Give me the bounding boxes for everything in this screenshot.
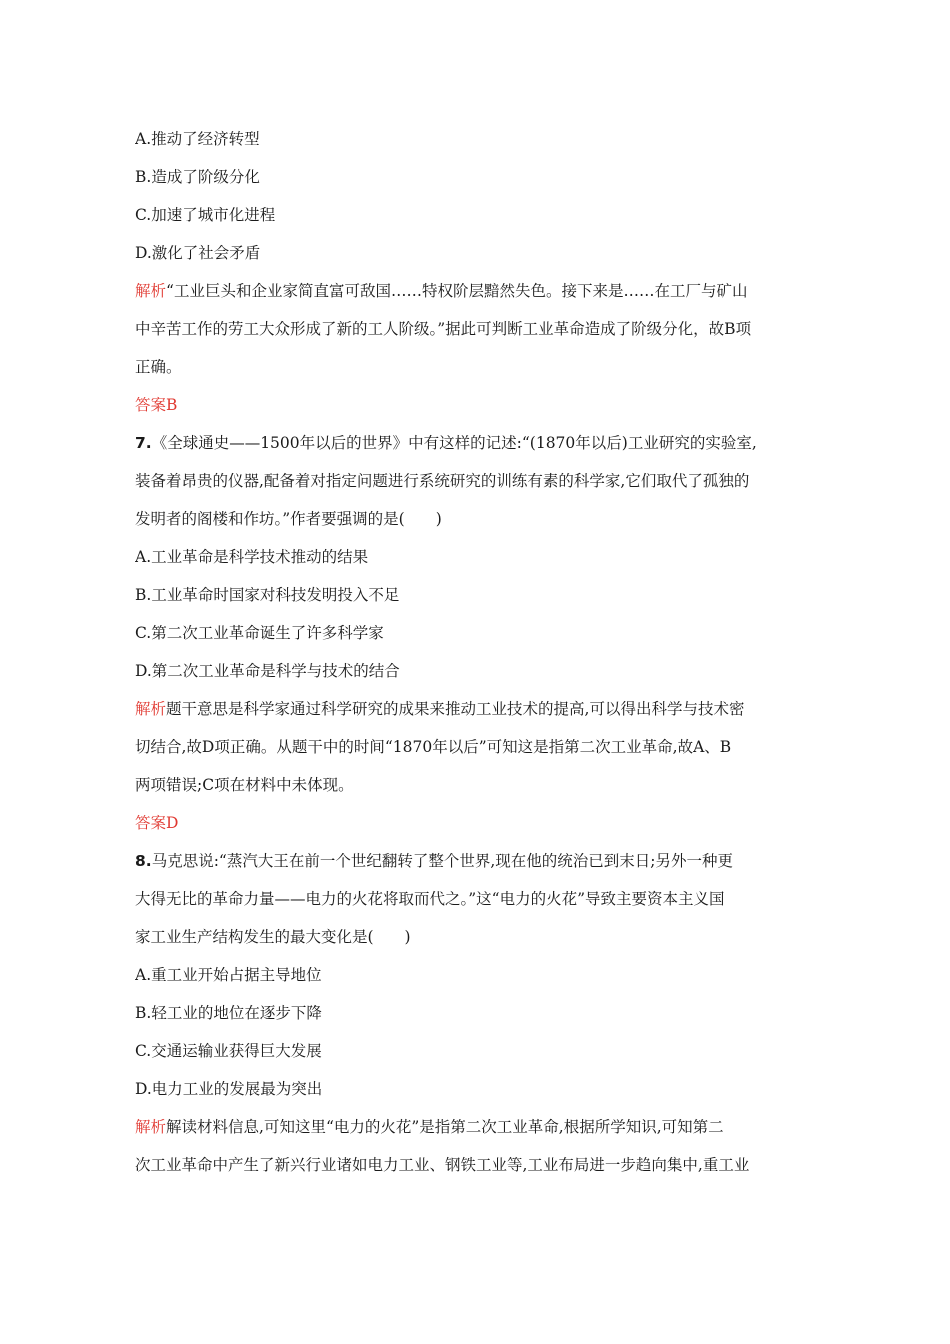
analysis-label: 解析 (135, 1118, 167, 1136)
analysis-text: 两项错误;C项在材料中未体现。 (135, 776, 354, 794)
answer-value: D (166, 814, 179, 832)
analysis-text: 次工业革命中产生了新兴行业诸如电力工业、钢铁工业等,工业布局进一步趋向集中,重工业 (135, 1156, 750, 1174)
question-8-stem (135, 842, 815, 956)
option-c: C.加速了城市化进程 (135, 206, 276, 224)
stem-text: 家工业生产结构发生的最大变化是( ) (135, 928, 411, 946)
analysis-label: 解析 (135, 282, 167, 300)
question-number: 7. (135, 434, 152, 452)
analysis-text: 正确。 (135, 358, 182, 376)
answer-label: 答案 (135, 396, 167, 414)
question-6-answer (135, 386, 815, 424)
option-a: A.重工业开始占据主导地位 (135, 966, 322, 984)
question-7-options (135, 538, 815, 690)
question-7-answer (135, 804, 815, 842)
option-b: B.轻工业的地位在逐步下降 (135, 1004, 322, 1022)
analysis-text: 切结合,故D项正确。从题干中的时间“1870年以后”可知这是指第二次工业革命,故A、B (135, 738, 732, 756)
stem-text: 大得无比的革命力量——电力的火花将取而代之。”这“电力的火花”导致主要资本主义国 (135, 890, 725, 908)
analysis-text: 解读材料信息,可知这里“电力的火花”是指第二次工业革命,根据所学知识,可知第二 (166, 1118, 724, 1136)
question-8-analysis (135, 1108, 815, 1184)
answer-value: B (166, 396, 178, 414)
option-b: B.工业革命时国家对科技发明投入不足 (135, 586, 400, 604)
option-c: C.交通运输业获得巨大发展 (135, 1042, 322, 1060)
question-6-analysis (135, 272, 815, 386)
option-a: A.推动了经济转型 (135, 130, 260, 148)
stem-text: 《全球通史——1500年以后的世界》中有这样的记述:“(1870年以后)工业研究的实验室, (151, 434, 757, 452)
question-number: 8. (135, 852, 152, 870)
analysis-label: 解析 (135, 700, 167, 718)
analysis-text: 中辛苦工作的劳工大众形成了新的工人阶级。”据此可判断工业革命造成了阶级分化，故B项 (135, 320, 752, 338)
document-page (135, 120, 815, 1184)
stem-text: 发明者的阁楼和作坊。”作者要强调的是( ) (135, 510, 442, 528)
stem-text: 装备着昂贵的仪器,配备着对指定问题进行系统研究的训练有素的科学家,它们取代了孤独的 (135, 472, 750, 490)
analysis-text: “工业巨头和企业家简直富可敌国……特权阶层黯然失色。接下来是……在工厂与矿山 (166, 282, 748, 300)
question-8-options (135, 956, 815, 1108)
analysis-text: 题干意思是科学家通过科学研究的成果来推动工业技术的提高,可以得出科学与技术密 (166, 700, 745, 718)
option-d: D.激化了社会矛盾 (135, 244, 261, 262)
option-d: D.第二次工业革命是科学与技术的结合 (135, 662, 400, 680)
answer-label: 答案 (135, 814, 167, 832)
stem-text: 马克思说:“蒸汽大王在前一个世纪翻转了整个世界,现在他的统治已到末日;另外一种更 (151, 852, 733, 870)
option-d: D.电力工业的发展最为突出 (135, 1080, 323, 1098)
option-b: B.造成了阶级分化 (135, 168, 260, 186)
option-c: C.第二次工业革命诞生了许多科学家 (135, 624, 384, 642)
option-a: A.工业革命是科学技术推动的结果 (135, 548, 369, 566)
question-6-options (135, 120, 815, 272)
question-7-stem (135, 424, 815, 538)
question-7-analysis (135, 690, 815, 804)
